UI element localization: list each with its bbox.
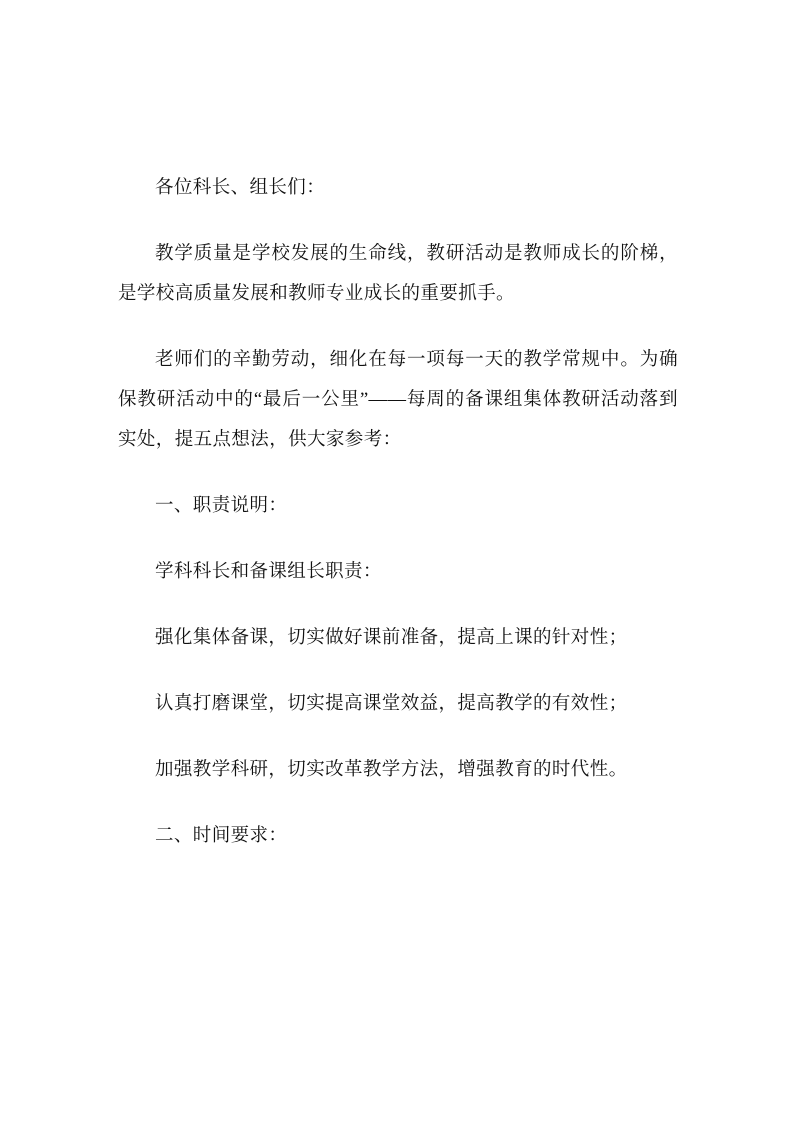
heading-section-two: 二、时间要求：	[155, 826, 288, 846]
paragraph-salutation: 各位科长、组长们：	[155, 178, 326, 198]
paragraph-duty-classroom: 认真打磨课堂，切实提高课堂效益，提高教学的有效性；	[155, 694, 628, 714]
paragraph-roles-intro: 学科科长和备课组长职责：	[155, 562, 382, 582]
heading-section-one: 一、职责说明：	[155, 496, 288, 516]
paragraph-duty-collective-prep: 强化集体备课，切实做好课前准备，提高上课的针对性；	[155, 628, 628, 648]
document-body	[118, 168, 678, 856]
paragraph-duty-research: 加强教学科研，切实改革教学方法，增强教育的时代性。	[155, 760, 628, 780]
paragraph-quality-statement: 教学质量是学校发展的生命线，教研活动是教师成长的阶梯，是学校高质量发展和教师专业成长的重要抓手。	[118, 244, 678, 304]
paragraph-last-mile: 老师们的辛勤劳动，细化在每一项每一天的教学常规中。为确保教研活动中的“最后一公里”——每周的备课组集体教研活动落到实处，提五点想法，供大家参考：	[118, 350, 678, 450]
